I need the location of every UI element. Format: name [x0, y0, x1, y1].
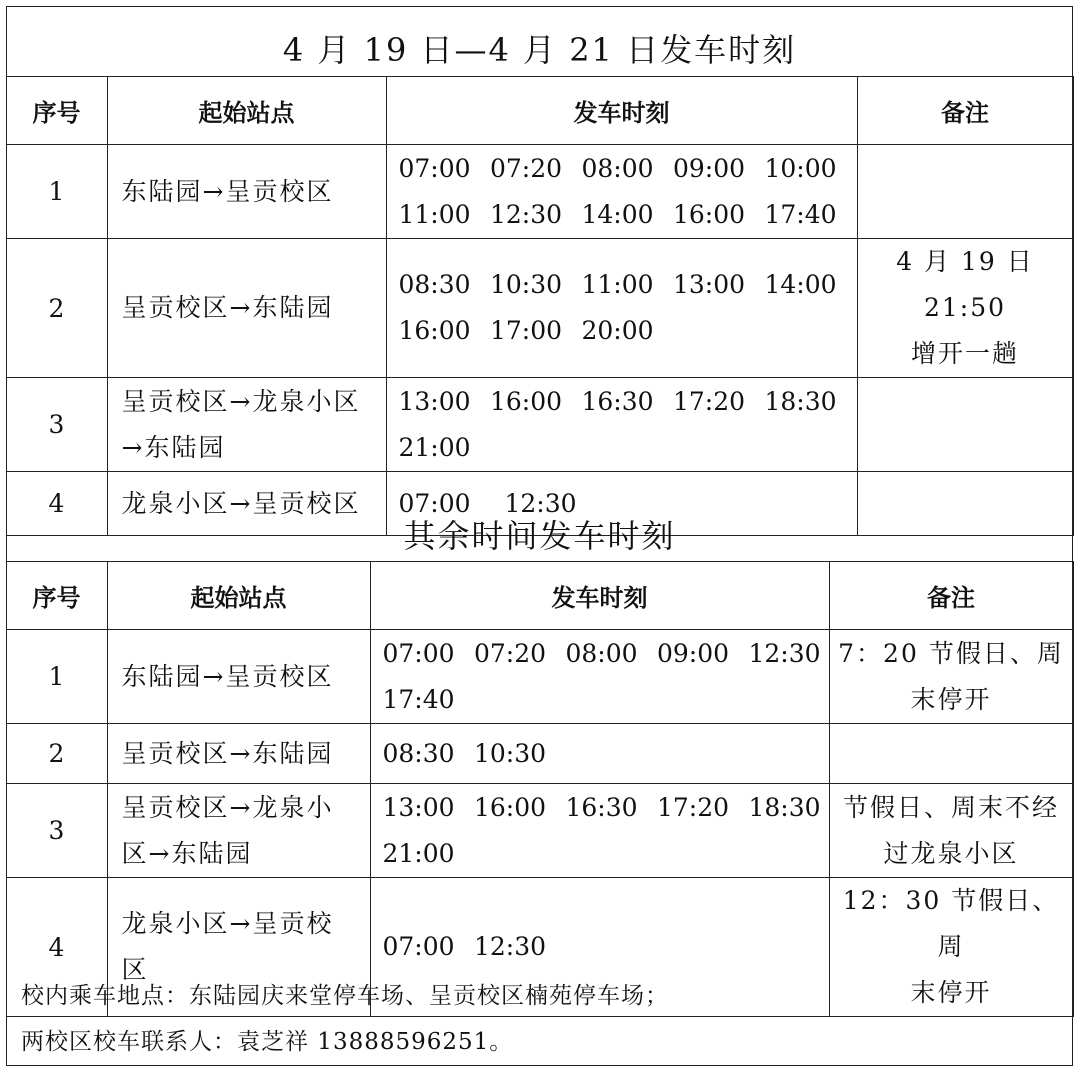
departure-time: 10:30 [490, 270, 563, 299]
times-line [383, 731, 829, 777]
header-row [6, 562, 1073, 630]
times-line [383, 631, 829, 677]
departure-time: 17:40 [764, 199, 837, 229]
row-number: 3 [6, 784, 107, 878]
departure-time: 13:00 [382, 792, 455, 822]
times-line [383, 677, 829, 723]
remark-cell [829, 784, 1073, 878]
departure-time: 08:30 [398, 270, 471, 299]
contact-note: 两校区校车联系人：袁芝祥 13888596251。 [21, 1029, 514, 1055]
route-line: 呈贡校区→龙泉小区 [121, 386, 361, 416]
route-line: 龙泉小区→呈贡校区 [121, 488, 361, 518]
route-line: →东陆园 [121, 432, 226, 462]
header-remark: 备注 [829, 562, 1073, 630]
times-line [399, 308, 857, 354]
table-row [6, 239, 1073, 378]
departure-time: 09:00 [673, 153, 746, 183]
departure-time: 14:00 [581, 199, 654, 229]
departure-time: 07:00 [398, 153, 471, 183]
departure-times-cell [386, 145, 857, 239]
departure-time: 14:00 [764, 270, 837, 299]
row-number: 2 [6, 239, 107, 378]
route-line: 龙泉小区→呈贡校 [121, 909, 334, 938]
departure-time: 16:00 [474, 792, 547, 822]
row-number: 4 [6, 878, 107, 1017]
times-line [383, 831, 829, 877]
departure-time: 09:00 [657, 638, 730, 668]
header-times: 发车时刻 [386, 77, 857, 145]
route-line: 东陆园→呈贡校区 [121, 176, 334, 206]
remark-cell [829, 878, 1073, 1017]
route-cell [107, 239, 386, 378]
route-cell [107, 145, 386, 239]
departure-time: 21:00 [398, 432, 471, 462]
departure-times-cell [370, 784, 829, 878]
remark-line: 7：20 节假日、周 [838, 638, 1064, 668]
times-line [383, 785, 829, 831]
departure-times-cell [370, 724, 829, 784]
times-line [399, 379, 857, 425]
route-cell [107, 378, 386, 472]
header-route: 起始站点 [107, 562, 370, 630]
remark-line: 12：30 节假日、周 [842, 886, 1060, 961]
remark-line: 过龙泉小区 [883, 838, 1019, 868]
route-line: 东陆园→呈贡校区 [121, 661, 334, 691]
section1-table [6, 76, 1074, 536]
departure-time: 20:00 [581, 316, 654, 345]
departure-time: 07:00 [398, 488, 471, 518]
departure-time: 12:30 [474, 932, 547, 961]
departure-time: 10:30 [474, 738, 547, 768]
departure-time: 12:30 [490, 199, 563, 229]
departure-time: 10:00 [764, 153, 837, 183]
row-number: 3 [6, 378, 107, 472]
departure-time: 21:00 [382, 838, 455, 868]
departure-times-cell [386, 239, 857, 378]
departure-time: 08:00 [581, 153, 654, 183]
remark-cell [857, 145, 1073, 239]
remark-line: 4 月 19 日 21:50 [896, 247, 1034, 322]
remark-line: 末停开 [910, 684, 992, 714]
remark-cell [857, 239, 1073, 378]
table-row [6, 630, 1073, 724]
section2-title: 其余时间发车时刻 [403, 517, 676, 555]
departure-time: 13:00 [398, 386, 471, 416]
row-number: 1 [6, 145, 107, 239]
departure-time: 17:00 [490, 316, 563, 345]
departure-time: 18:30 [748, 792, 821, 822]
departure-time: 16:00 [398, 316, 471, 345]
departure-time: 11:00 [581, 270, 654, 299]
remark-cell [829, 630, 1073, 724]
departure-time: 07:00 [382, 932, 455, 961]
departure-time: 17:40 [382, 684, 455, 714]
route-cell [107, 630, 370, 724]
departure-time: 07:20 [490, 153, 563, 183]
departure-time: 08:00 [565, 638, 638, 668]
departure-time: 07:00 [382, 638, 455, 668]
departure-time: 16:30 [565, 792, 638, 822]
times-line [399, 146, 857, 192]
times-line [399, 425, 857, 471]
route-line: 呈贡校区→龙泉小 [121, 792, 334, 822]
header-seq: 序号 [6, 77, 107, 145]
row-number: 2 [6, 724, 107, 784]
departure-time: 17:20 [657, 792, 730, 822]
route-line: 呈贡校区→东陆园 [121, 293, 334, 322]
times-line [399, 192, 857, 238]
table-row [6, 378, 1073, 472]
boarding-location-note: 校内乘车地点：东陆园庆来堂停车场、呈贡校区楠苑停车场； [21, 983, 669, 1009]
departure-time: 18:30 [764, 386, 837, 416]
departure-time: 16:00 [490, 386, 563, 416]
section1-title: 4 月 19 日—4 月 21 日发车时刻 [282, 31, 797, 69]
table-row [6, 724, 1073, 784]
remark-line: 末停开 [910, 978, 992, 1007]
departure-time: 17:20 [673, 386, 746, 416]
header-remark: 备注 [857, 77, 1073, 145]
departure-time: 13:00 [673, 270, 746, 299]
route-line: 区→东陆园 [121, 838, 253, 868]
departure-times-cell [370, 630, 829, 724]
route-line: 区 [121, 955, 149, 984]
departure-time: 11:00 [398, 199, 471, 229]
header-route: 起始站点 [107, 77, 386, 145]
header-times: 发车时刻 [370, 562, 829, 630]
remark-line: 节假日、周末不经 [842, 792, 1059, 822]
schedule-document [6, 6, 1073, 1066]
row-number: 4 [6, 472, 107, 536]
departure-time: 16:30 [581, 386, 654, 416]
section2-table [6, 561, 1074, 1017]
header-seq: 序号 [6, 562, 107, 630]
row-number: 1 [6, 630, 107, 724]
departure-time: 07:20 [474, 638, 547, 668]
remark-cell [829, 724, 1073, 784]
table-row [6, 784, 1073, 878]
route-cell [107, 724, 370, 784]
departure-times-cell [386, 378, 857, 472]
table-row [6, 145, 1073, 239]
departure-time: 12:30 [748, 638, 821, 668]
remark-line: 增开一趟 [910, 339, 1019, 368]
remark-cell [857, 378, 1073, 472]
times-line [383, 924, 829, 970]
times-line [399, 262, 857, 308]
route-cell [107, 784, 370, 878]
route-line: 呈贡校区→东陆园 [121, 738, 334, 768]
footer-notes [21, 973, 669, 1065]
departure-time: 12:30 [504, 488, 577, 518]
header-row [6, 77, 1073, 145]
departure-time: 16:00 [673, 199, 746, 229]
departure-time: 08:30 [382, 738, 455, 768]
